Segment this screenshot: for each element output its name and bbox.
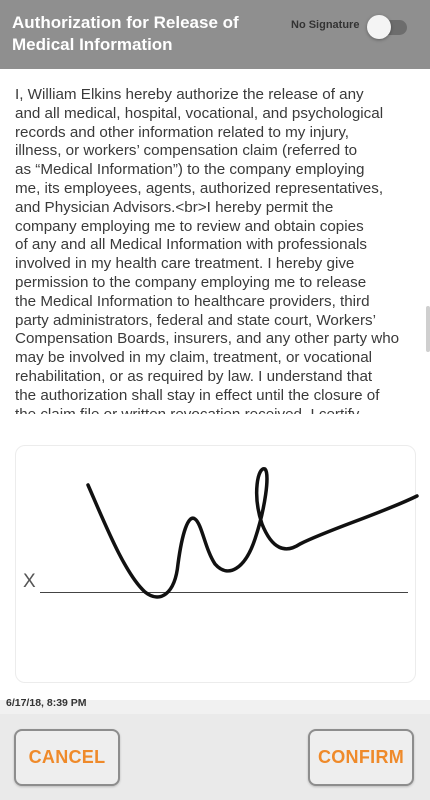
toggle-thumb	[367, 15, 391, 39]
no-signature-label: No Signature	[291, 19, 360, 31]
signature-section	[0, 414, 430, 700]
consent-text-panel[interactable]	[0, 69, 430, 414]
confirm-button[interactable]: CONFIRM	[308, 729, 414, 786]
no-signature-toggle[interactable]	[367, 15, 407, 39]
cancel-button[interactable]: CANCEL	[14, 729, 120, 786]
page-title: Authorization for Release of Medical Information	[12, 13, 239, 54]
app-header	[0, 0, 430, 69]
signature-timestamp: 6/17/18, 8:39 PM	[6, 697, 87, 709]
footer-bar	[0, 714, 430, 800]
signature-x-mark: X	[23, 571, 36, 592]
signature-stroke	[0, 414, 430, 700]
consent-text: I, William Elkins hereby authorize the release of any and all medical, hospital, vocational, and psychological records and other information related to my injury, illness, or workers’ compensation claim (referred to as “Medical Information”) to the company employing me, its employees, agents, authorized representatives, and Physician Advisors.<br>I hereby permit the company employing me to review and obtain copies of any and all Medical Information with professionals involved in my health care treatment. I hereby give permission to the company employing me to release the Medical Information to healthcare providers, third party administrators, federal and state court, Workers’ Compensation Boards, insurers, and any other party who may be involved in my claim, treatment, or vocational rehabilitation, or as required by law. I understand that the authorization shall stay in effect until the closure of	[15, 86, 400, 404]
edge-panel-handle[interactable]	[426, 306, 430, 352]
